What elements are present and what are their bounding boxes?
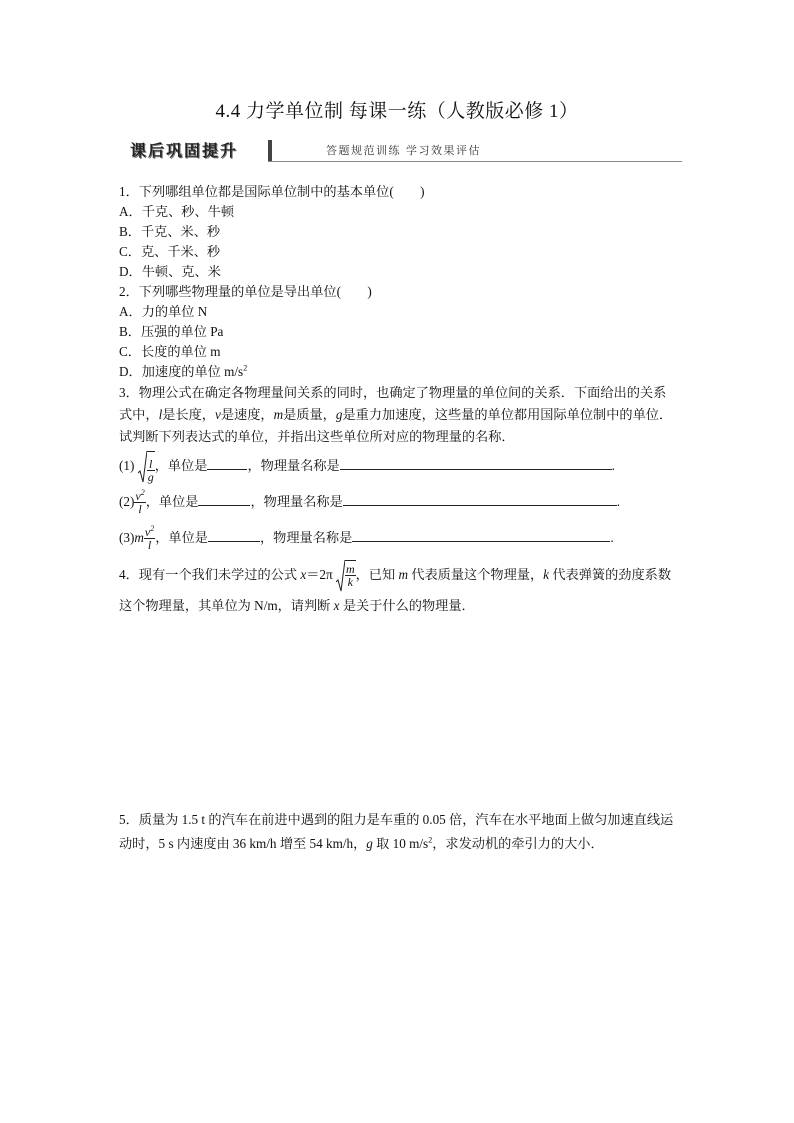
banner-rule	[268, 161, 682, 162]
q1-option-d: D．牛顿、克、米	[119, 264, 221, 279]
q3-item-2: (2) $\frac{v^2}{l}$ ，单位是 ，物理量名称是 .	[119, 488, 621, 517]
q1-option-a: A．千克、秒、牛顿	[119, 204, 235, 219]
question-list	[119, 182, 679, 856]
q3-item-1-label: (1)	[119, 458, 135, 473]
q5-stem: 5．质量为 1.5 t 的汽车在前进中遇到的阻力是车重的 0.05 倍，汽车在水平地面上做匀加速直线运动时，5 s 内速度由 36 km/h 增至 54 km/h，g 取 10 $m/s^2$，求发动机的牵引力的大小．	[119, 812, 674, 851]
q1-option-c: C．克、千米、秒	[119, 244, 221, 259]
q3-formula-2: $\frac{v^2}{l}$	[135, 488, 145, 517]
q2-stem: 2．下列哪些物理量的单位是导出单位( )	[119, 284, 372, 299]
q3-formula-3: $\frac{v^2}{l}$	[144, 524, 155, 553]
q3-item-2-label: (2)	[119, 494, 135, 509]
banner-tag: 课后巩固提升	[130, 141, 239, 160]
banner-divider	[268, 140, 272, 162]
q2-option-a: A．力的单位 N	[119, 304, 208, 319]
q2-option-d-sup: 2	[243, 363, 248, 373]
q2-option-c: C．长度的单位 m	[119, 344, 221, 359]
q3-item-3-unit-blank[interactable]	[208, 528, 260, 542]
q3-item-1-unit-blank[interactable]	[207, 456, 247, 470]
q3-formula-1: $\frac{l}{g}$	[138, 451, 155, 483]
q3-item-1: (1) $\frac{l}{g}$ ，单位是 ，物理量名称是 .	[119, 448, 679, 484]
section-banner	[122, 140, 682, 164]
page-title: 4.4 力学单位制 每课一练（人教版必修 1）	[215, 101, 579, 122]
q3-item-3-name-blank[interactable]	[352, 528, 610, 542]
q1-stem: 1．下列哪组单位都是国际单位制中的基本单位( )	[119, 184, 425, 199]
q3-stem: 3．物理公式在确定各物理量间关系的同时，也确定了物理量的单位间的关系．下面给出的关系式中，l是长度，v是速度，m是质量，g是重力加速度，这些量的单位都用国际单位制中的单位．试判断下列表达式的单位，并指出这些单位所对应的物理量的名称．	[119, 385, 673, 444]
q3-item-3-label: (3)	[119, 530, 135, 545]
q3-item-3: (3)m $\frac{v^2}{l}$ ，单位是 ，物理量名称是 .	[119, 524, 614, 553]
q4-formula: $\frac{m}{k}$	[336, 560, 356, 592]
q2-option-b: B．压强的单位 Pa	[119, 324, 224, 339]
banner-subtitle: 答题规范训练 学习效果评估	[326, 144, 481, 157]
q3-item-2-unit-blank[interactable]	[198, 492, 250, 506]
q4-stem: 4．现有一个我们未学过的公式 x＝2π $\frac{m}{k}$ ，已知 m 代表质量这个物理量，k 代表弹簧的劲度系数这个物理量，其单位为 N/m，请判断 x 是关于什么的物理量．	[119, 560, 679, 620]
q2-option-d-text: D．加速度的单位 m/s	[119, 364, 244, 379]
q3-item-2-name-blank[interactable]	[343, 492, 617, 506]
q1-option-b: B．千克、米、秒	[119, 224, 221, 239]
q2-option-d	[119, 362, 679, 382]
q3-item-1-name-blank[interactable]	[340, 456, 612, 470]
